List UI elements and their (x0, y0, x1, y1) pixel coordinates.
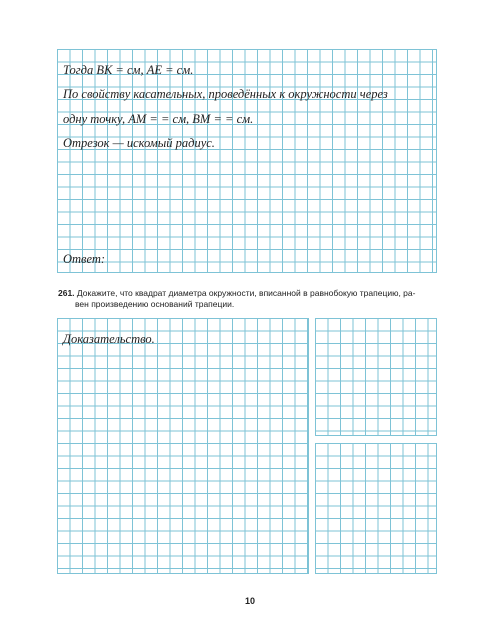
answer-label: Ответ: (63, 252, 106, 266)
top-answer-grid (57, 49, 437, 273)
task-text-line1: Докажите, что квадрат диаметра окружности, вписанной в равнобокую трапецию, ра- (76, 288, 416, 298)
proof-grid-lower-right (315, 443, 437, 574)
page-number: 10 (244, 596, 255, 606)
line-tangent-property: По свойству касательных, проведённых к окружности через (63, 87, 388, 101)
proof-grid-upper-right (315, 318, 437, 436)
line-bk-ae: Тогда ВК = см, АЕ = см. (63, 63, 194, 77)
task-text-line2: вен произведению оснований трапеции. (75, 298, 235, 309)
task-statement (58, 288, 438, 309)
task-number: 261. (58, 288, 75, 298)
proof-label: Доказательство. (63, 332, 155, 346)
line-radius-segment: Отрезок — искомый радиус. (63, 136, 215, 150)
line-am-bm: одну точку, AM = = см, BM = = см. (63, 112, 254, 126)
proof-grid-main (57, 318, 309, 574)
